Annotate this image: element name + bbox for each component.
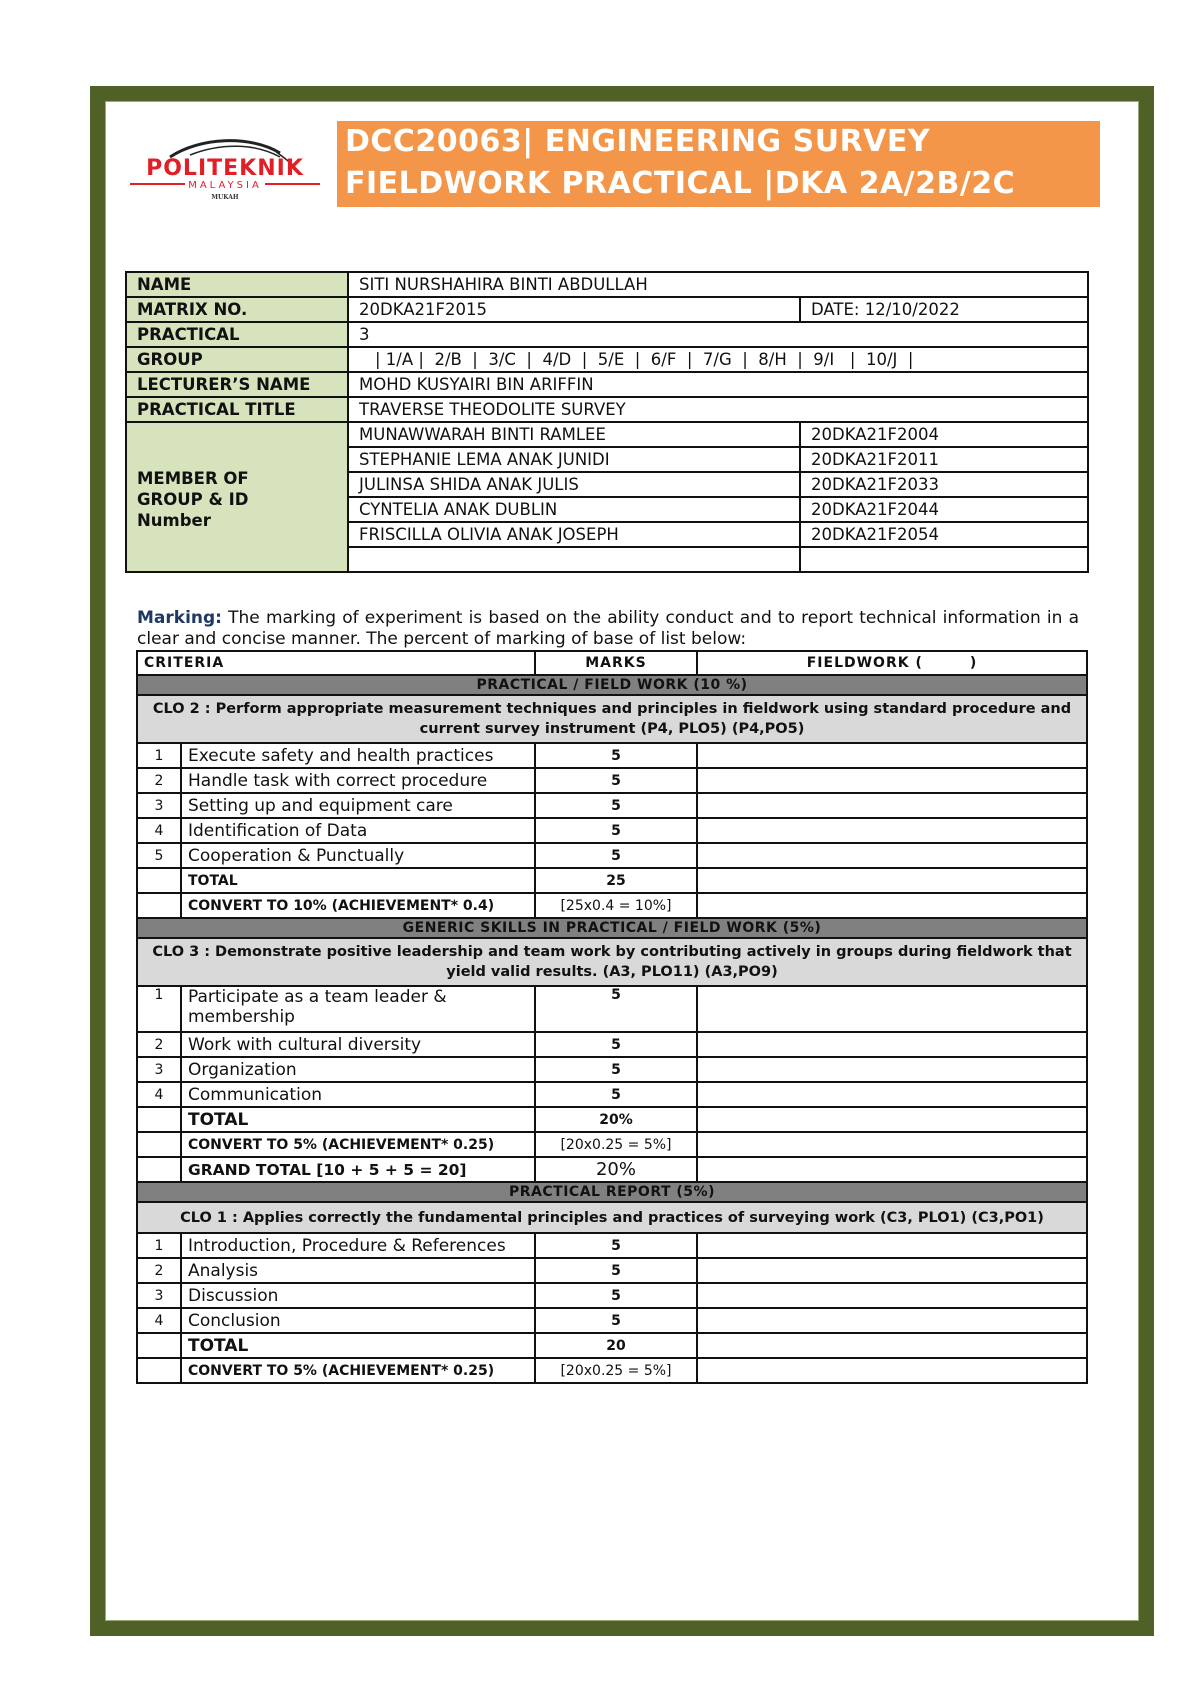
criteria-number: 2 bbox=[137, 1258, 181, 1283]
practical-value[interactable]: 3 bbox=[348, 322, 1088, 347]
total-row bbox=[137, 1107, 1087, 1132]
section-title: PRACTICAL REPORT (5%) bbox=[137, 1182, 1087, 1202]
clo-row bbox=[137, 695, 1087, 743]
clo-text: CLO 3 : Demonstrate positive leadership and team work by contributing actively in groups during fieldwork that yield valid results. (A3, PLO11) (A3,PO9) bbox=[137, 938, 1087, 986]
total-row bbox=[137, 1333, 1087, 1358]
criteria-row bbox=[137, 1032, 1087, 1057]
clo-row bbox=[137, 938, 1087, 986]
fieldwork-header: FIELDWORK ( ) bbox=[697, 651, 1087, 675]
criteria-label: Work with cultural diversity bbox=[181, 1032, 535, 1057]
fieldwork-convert-cell[interactable] bbox=[697, 1132, 1087, 1157]
criteria-row bbox=[137, 986, 1087, 1032]
date-value[interactable]: DATE: 12/10/2022 bbox=[800, 297, 1088, 322]
members-label: MEMBER OF GROUP & ID Number bbox=[126, 422, 348, 572]
matrix-value[interactable]: 20DKA21F2015 bbox=[348, 297, 800, 322]
group-options[interactable]: | 1/A | 2/B | 3/C | 4/D | 5/E | 6/F | 7/G | 8/H | 9/I | 10/J | bbox=[348, 347, 1088, 372]
fieldwork-convert-cell[interactable] bbox=[697, 893, 1087, 918]
convert-value: [25x0.4 = 10%] bbox=[535, 893, 697, 918]
member-name[interactable]: JULINSA SHIDA ANAK JULIS bbox=[348, 472, 800, 497]
fieldwork-score-cell[interactable] bbox=[697, 986, 1087, 1032]
group-label: GROUP bbox=[126, 347, 348, 372]
criteria-marks: 5 bbox=[535, 743, 697, 768]
criteria-label: Conclusion bbox=[181, 1308, 535, 1333]
criteria-marks: 5 bbox=[535, 1082, 697, 1107]
member-id[interactable] bbox=[800, 547, 1088, 572]
convert-value: [20x0.25 = 5%] bbox=[535, 1358, 697, 1383]
criteria-label: Execute safety and health practices bbox=[181, 743, 535, 768]
criteria-label: Analysis bbox=[181, 1258, 535, 1283]
criteria-label: Identification of Data bbox=[181, 818, 535, 843]
lecturer-value[interactable]: MOHD KUSYAIRI BIN ARIFFIN bbox=[348, 372, 1088, 397]
fieldwork-score-cell[interactable] bbox=[697, 1233, 1087, 1258]
criteria-number: 3 bbox=[137, 1283, 181, 1308]
convert-row bbox=[137, 1358, 1087, 1383]
fieldwork-score-cell[interactable] bbox=[697, 1057, 1087, 1082]
criteria-label: Setting up and equipment care bbox=[181, 793, 535, 818]
convert-label: CONVERT TO 10% (ACHIEVEMENT* 0.4) bbox=[181, 893, 535, 918]
criteria-marks: 5 bbox=[535, 1032, 697, 1057]
fieldwork-score-cell[interactable] bbox=[697, 1082, 1087, 1107]
criteria-label: Participate as a team leader & membership bbox=[181, 986, 535, 1032]
criteria-row bbox=[137, 843, 1087, 868]
fieldwork-score-cell[interactable] bbox=[697, 768, 1087, 793]
fieldwork-score-cell[interactable] bbox=[697, 1032, 1087, 1057]
criteria-marks: 5 bbox=[535, 1308, 697, 1333]
rubric-table bbox=[136, 650, 1088, 1384]
criteria-marks: 5 bbox=[535, 1057, 697, 1082]
lecturer-label: LECTURER’S NAME bbox=[126, 372, 348, 397]
fieldwork-score-cell[interactable] bbox=[697, 1283, 1087, 1308]
criteria-label: Handle task with correct procedure bbox=[181, 768, 535, 793]
svg-text:POLITEKNIK: POLITEKNIK bbox=[146, 156, 304, 181]
criteria-number: 1 bbox=[137, 743, 181, 768]
criteria-number: 2 bbox=[137, 768, 181, 793]
svg-text:MALAYSIA: MALAYSIA bbox=[188, 180, 262, 191]
clo-text: CLO 2 : Perform appropriate measurement techniques and principles in fieldwork using standard procedure and current survey instrument (P4, PLO5) (P4,PO5) bbox=[137, 695, 1087, 743]
fieldwork-total-cell[interactable] bbox=[697, 1333, 1087, 1358]
criteria-row bbox=[137, 1308, 1087, 1333]
clo-row bbox=[137, 1202, 1087, 1233]
convert-value: [20x0.25 = 5%] bbox=[535, 1132, 697, 1157]
politeknik-logo bbox=[130, 135, 320, 205]
fieldwork-total-cell[interactable] bbox=[697, 868, 1087, 893]
fieldwork-score-cell[interactable] bbox=[697, 743, 1087, 768]
criteria-marks: 5 bbox=[535, 818, 697, 843]
criteria-number: 1 bbox=[137, 1233, 181, 1258]
criteria-row bbox=[137, 743, 1087, 768]
criteria-row bbox=[137, 1283, 1087, 1308]
practical-title-row bbox=[126, 397, 1088, 422]
rubric-header-row bbox=[137, 651, 1087, 675]
member-name[interactable]: FRISCILLA OLIVIA ANAK JOSEPH bbox=[348, 522, 800, 547]
fieldwork-total-cell[interactable] bbox=[697, 1107, 1087, 1132]
title-line-2: FIELDWORK PRACTICAL |DKA 2A/2B/2C bbox=[345, 166, 1016, 201]
criteria-number: 1 bbox=[137, 986, 181, 1032]
total-row bbox=[137, 868, 1087, 893]
criteria-row bbox=[137, 1082, 1087, 1107]
grand-total-row bbox=[137, 1157, 1087, 1182]
name-value[interactable]: SITI NURSHAHIRA BINTI ABDULLAH bbox=[348, 272, 1088, 297]
fieldwork-score-cell[interactable] bbox=[697, 1308, 1087, 1333]
criteria-row bbox=[137, 1258, 1087, 1283]
fieldwork-score-cell[interactable] bbox=[697, 843, 1087, 868]
criteria-row bbox=[137, 818, 1087, 843]
criteria-label: Cooperation & Punctually bbox=[181, 843, 535, 868]
criteria-row bbox=[137, 1057, 1087, 1082]
logo-swoosh-icon bbox=[130, 135, 320, 205]
section-header bbox=[137, 675, 1087, 695]
member-id[interactable]: 20DKA21F2033 bbox=[800, 472, 1088, 497]
criteria-number: 3 bbox=[137, 1057, 181, 1082]
total-value: 25 bbox=[535, 868, 697, 893]
criteria-label: Organization bbox=[181, 1057, 535, 1082]
criteria-label: Discussion bbox=[181, 1283, 535, 1308]
section-header bbox=[137, 918, 1087, 938]
svg-text:MUKAH: MUKAH bbox=[211, 194, 239, 201]
criteria-marks: 5 bbox=[535, 768, 697, 793]
total-value: 20 bbox=[535, 1333, 697, 1358]
total-value: 20% bbox=[535, 1107, 697, 1132]
criteria-marks: 5 bbox=[535, 1233, 697, 1258]
practical-title-label: PRACTICAL TITLE bbox=[126, 397, 348, 422]
criteria-marks: 5 bbox=[535, 1283, 697, 1308]
practical-label: PRACTICAL bbox=[126, 322, 348, 347]
criteria-row bbox=[137, 768, 1087, 793]
marking-description bbox=[137, 608, 1079, 650]
marks-header: MARKS bbox=[535, 651, 697, 675]
member-name[interactable]: MUNAWWARAH BINTI RAMLEE bbox=[348, 422, 800, 447]
document-title bbox=[337, 121, 1100, 207]
criteria-number: 4 bbox=[137, 1308, 181, 1333]
matrix-label: MATRIX NO. bbox=[126, 297, 348, 322]
convert-row bbox=[137, 893, 1087, 918]
title-line-1: DCC20063| ENGINEERING SURVEY bbox=[345, 124, 931, 159]
criteria-number: 4 bbox=[137, 818, 181, 843]
convert-label: CONVERT TO 5% (ACHIEVEMENT* 0.25) bbox=[181, 1358, 535, 1383]
criteria-number: 5 bbox=[137, 843, 181, 868]
member-id[interactable]: 20DKA21F2011 bbox=[800, 447, 1088, 472]
practical-title-value[interactable]: TRAVERSE THEODOLITE SURVEY bbox=[348, 397, 1088, 422]
member-id[interactable]: 20DKA21F2004 bbox=[800, 422, 1088, 447]
criteria-row bbox=[137, 793, 1087, 818]
criteria-marks: 5 bbox=[535, 793, 697, 818]
matrix-row bbox=[126, 297, 1088, 322]
criteria-marks: 5 bbox=[535, 986, 697, 1032]
fieldwork-score-cell[interactable] bbox=[697, 793, 1087, 818]
criteria-number: 3 bbox=[137, 793, 181, 818]
member-row bbox=[126, 422, 1088, 447]
section-title: PRACTICAL / FIELD WORK (10 %) bbox=[137, 675, 1087, 695]
total-label: TOTAL bbox=[181, 1107, 535, 1132]
criteria-row bbox=[137, 1233, 1087, 1258]
fieldwork-score-cell[interactable] bbox=[697, 818, 1087, 843]
marking-text: The marking of experiment is based on the ability conduct and to report technical information in a clear and concise manner. The percent of marking of base of list below: bbox=[137, 608, 1079, 649]
total-label: TOTAL bbox=[181, 1333, 535, 1358]
criteria-header: CRITERIA bbox=[137, 651, 535, 675]
section-title: GENERIC SKILLS IN PRACTICAL / FIELD WORK (5%) bbox=[137, 918, 1087, 938]
marking-label: Marking: bbox=[137, 608, 222, 628]
member-name[interactable] bbox=[348, 547, 800, 572]
section-header bbox=[137, 1182, 1087, 1202]
grand-total-value: 20% bbox=[535, 1157, 697, 1182]
criteria-label: Communication bbox=[181, 1082, 535, 1107]
member-id[interactable]: 20DKA21F2054 bbox=[800, 522, 1088, 547]
member-name[interactable]: STEPHANIE LEMA ANAK JUNIDI bbox=[348, 447, 800, 472]
total-label: TOTAL bbox=[181, 868, 535, 893]
clo-text: CLO 1 : Applies correctly the fundamental principles and practices of surveying work (C3, PLO1) (C3,PO1) bbox=[137, 1202, 1087, 1233]
convert-row bbox=[137, 1132, 1087, 1157]
convert-label: CONVERT TO 5% (ACHIEVEMENT* 0.25) bbox=[181, 1132, 535, 1157]
criteria-label: Introduction, Procedure & References bbox=[181, 1233, 535, 1258]
criteria-number: 2 bbox=[137, 1032, 181, 1057]
member-name[interactable]: CYNTELIA ANAK DUBLIN bbox=[348, 497, 800, 522]
fieldwork-score-cell[interactable] bbox=[697, 1258, 1087, 1283]
grand-total-label: GRAND TOTAL [10 + 5 + 5 = 20] bbox=[181, 1157, 535, 1182]
criteria-marks: 5 bbox=[535, 1258, 697, 1283]
fieldwork-grand-total-cell[interactable] bbox=[697, 1157, 1087, 1182]
name-row bbox=[126, 272, 1088, 297]
fieldwork-convert-cell[interactable] bbox=[697, 1358, 1087, 1383]
member-id[interactable]: 20DKA21F2044 bbox=[800, 497, 1088, 522]
lecturer-row bbox=[126, 372, 1088, 397]
criteria-marks: 5 bbox=[535, 843, 697, 868]
criteria-number: 4 bbox=[137, 1082, 181, 1107]
student-info-table bbox=[125, 271, 1089, 573]
group-row bbox=[126, 347, 1088, 372]
name-label: NAME bbox=[126, 272, 348, 297]
practical-row bbox=[126, 322, 1088, 347]
